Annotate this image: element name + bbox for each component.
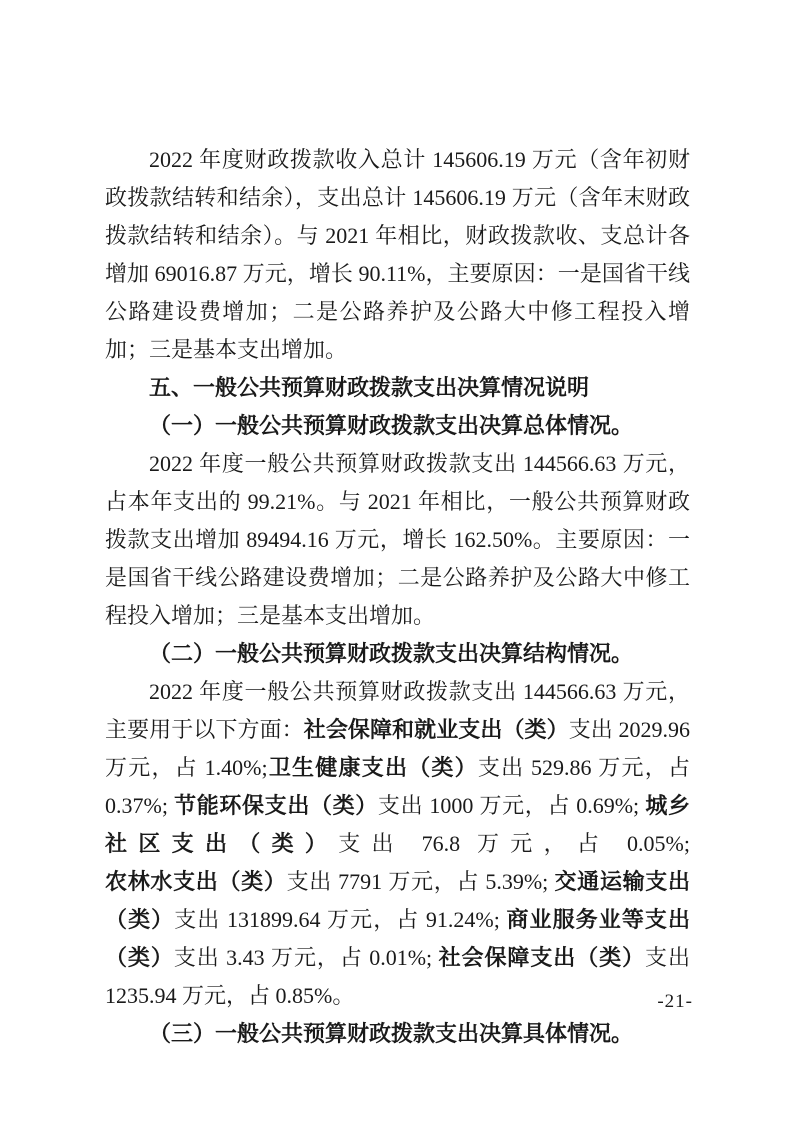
text-run: 支出 131899.64 万元，占 91.24%; bbox=[174, 907, 507, 932]
text-run: 2022 年度财政拨款收入总计 145606.19 万元（含年初财政拨款结转和结余），支出总计 145606.19 万元（含年末财政拨款结转和结余）。与 2021 年相比，财政拨款收、支总计各增加 69016.87 万元，增长 90.11%，主要原因：一是国省干线公路建设费增加；二是公路养护及公路大中修工程投入增加；三是基本支出增加。 bbox=[105, 147, 690, 362]
category-agriculture-forestry-water: 农林水支出（类） bbox=[105, 869, 287, 894]
paragraph-general-budget-overall bbox=[105, 445, 690, 635]
text-run: 支出 76.8 万元，占 0.05%; bbox=[338, 831, 690, 856]
document-body bbox=[105, 141, 690, 1053]
category-energy-environment: 节能环保支出（类） bbox=[174, 793, 378, 818]
category-urban-rural-community: 城乡社区支出（类） bbox=[105, 793, 690, 856]
page-number: -21- bbox=[657, 991, 693, 1012]
heading-text: （二）一般公共预算财政拨款支出决算结构情况。 bbox=[149, 641, 634, 666]
paragraph-expenditure-structure bbox=[105, 673, 690, 1015]
heading-subsection-two-structure bbox=[105, 635, 690, 673]
category-social-security: 社会保障支出（类） bbox=[438, 945, 646, 970]
text-run: 支出 7791 万元，占 5.39%; bbox=[286, 869, 555, 894]
text-run: 2022 年度一般公共预算财政拨款支出 144566.63 万元，主要用于以下方面： bbox=[105, 679, 690, 742]
heading-text: （一）一般公共预算财政拨款支出决算总体情况。 bbox=[149, 413, 634, 438]
text-run: 支出 2029.96 万元，占 1.40%; bbox=[105, 717, 690, 780]
text-run: 2022 年度一般公共预算财政拨款支出 144566.63 万元，占本年支出的 99.21%。与 2021 年相比，一般公共预算财政拨款支出增加 89494.16 万元，增长 162.50%。主要原因：一是国省干线公路建设费增加；二是公路养护及公路大中修工程投入增加；三是基本支出增加。 bbox=[105, 451, 690, 628]
category-transportation: 交通运输支出（类） bbox=[105, 869, 690, 932]
paragraph-fiscal-appropriation-total bbox=[105, 141, 690, 369]
text-run: 支出 3.43 万元，占 0.01%; bbox=[173, 945, 439, 970]
heading-subsection-three-detail bbox=[105, 1015, 690, 1053]
heading-section-five bbox=[105, 369, 690, 407]
heading-subsection-one-overall bbox=[105, 407, 690, 445]
text-run: 支出 529.86 万元，占 0.37%; bbox=[105, 755, 690, 818]
text-run: 支出 1235.94 万元，占 0.85%。 bbox=[105, 945, 690, 1008]
text-run: 支出 1000 万元，占 0.69%; bbox=[377, 793, 646, 818]
category-commercial-services: 商业服务业等支出（类） bbox=[105, 907, 690, 970]
category-health: 卫生健康支出（类） bbox=[267, 755, 478, 780]
heading-text: （三）一般公共预算财政拨款支出决算具体情况。 bbox=[149, 1021, 634, 1046]
heading-text: 五、一般公共预算财政拨款支出决算情况说明 bbox=[149, 375, 590, 400]
category-social-security-employment: 社会保障和就业支出（类） bbox=[303, 717, 569, 742]
